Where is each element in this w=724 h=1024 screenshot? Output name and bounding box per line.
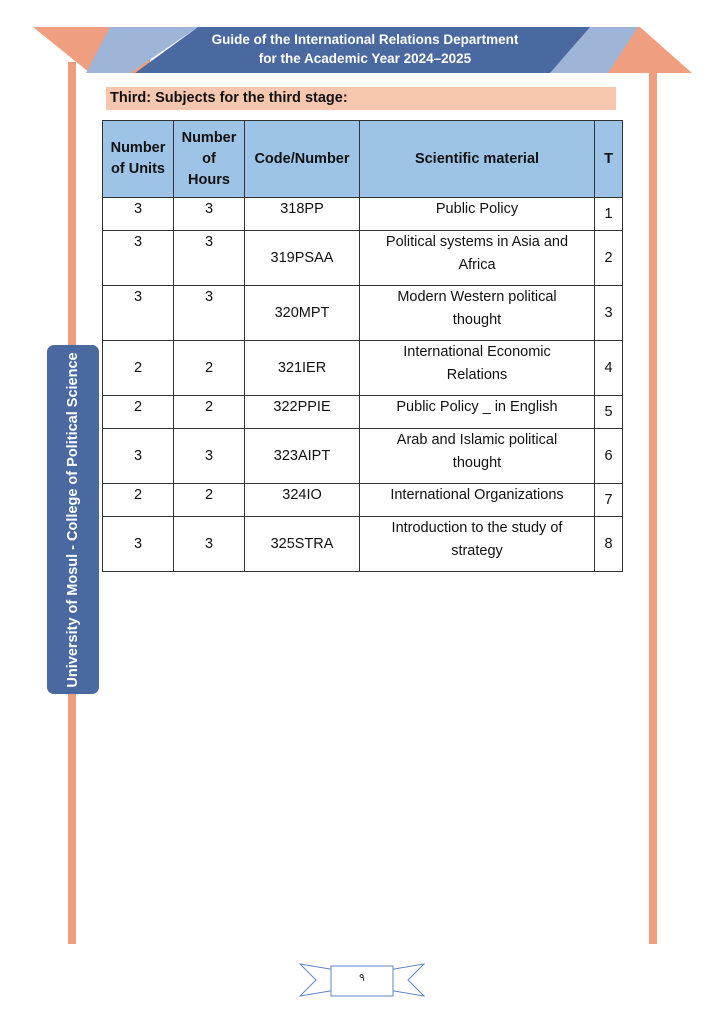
cell-units: 2	[103, 484, 174, 517]
cell-t: 1	[595, 198, 623, 231]
table-row	[103, 396, 623, 429]
table-row	[103, 286, 623, 341]
cell-units: 3	[103, 286, 174, 341]
cell-hours: 3	[174, 286, 245, 341]
cell-t: 7	[595, 484, 623, 517]
cell-hours: 3	[174, 231, 245, 286]
cell-code: 324IO	[245, 484, 360, 517]
table-row	[103, 517, 623, 572]
cell-material: Modern Western political thought	[360, 286, 595, 341]
right-pillar	[649, 62, 657, 944]
cell-code: 323AIPT	[245, 429, 360, 484]
cell-code: 318PP	[245, 198, 360, 231]
cell-code: 322PPIE	[245, 396, 360, 429]
header-title	[150, 30, 580, 68]
cell-units: 2	[103, 341, 174, 396]
header-material: Scientific material	[360, 121, 595, 198]
cell-hours: 2	[174, 396, 245, 429]
header-code: Code/Number	[245, 121, 360, 198]
cell-material: Arab and Islamic political thought	[360, 429, 595, 484]
page-number: ٩	[359, 972, 365, 984]
side-banner	[47, 345, 99, 694]
section-title: Third: Subjects for the third stage:	[106, 87, 616, 110]
cell-units: 3	[103, 198, 174, 231]
table-row	[103, 341, 623, 396]
cell-material: Political systems in Asia and Africa	[360, 231, 595, 286]
cell-code: 321IER	[245, 341, 360, 396]
table-row	[103, 198, 623, 231]
cell-hours: 2	[174, 484, 245, 517]
header-title-line2: for the Academic Year 2024–2025	[258, 51, 472, 66]
table-row	[103, 231, 623, 286]
cell-units: 2	[103, 396, 174, 429]
cell-hours: 2	[174, 341, 245, 396]
cell-t: 3	[595, 286, 623, 341]
table-row	[103, 484, 623, 517]
cell-hours: 3	[174, 517, 245, 572]
cell-t: 8	[595, 517, 623, 572]
cell-hours: 3	[174, 429, 245, 484]
cell-material: Introduction to the study of strategy	[360, 517, 595, 572]
cell-t: 6	[595, 429, 623, 484]
cell-code: 319PSAA	[245, 231, 360, 286]
cell-units: 3	[103, 231, 174, 286]
table-header-row	[103, 121, 623, 198]
header-hours: Number of Hours	[174, 121, 245, 198]
cell-hours: 3	[174, 198, 245, 231]
cell-code: 325STRA	[245, 517, 360, 572]
table-row	[103, 429, 623, 484]
cell-material: International Economic Relations	[360, 341, 595, 396]
cell-t: 5	[595, 396, 623, 429]
cell-code: 320MPT	[245, 286, 360, 341]
header-title-line1: Guide of the International Relations Department	[211, 32, 519, 47]
subjects-table	[102, 120, 623, 572]
cell-material: Public Policy	[360, 198, 595, 231]
cell-material: Public Policy _ in English	[360, 396, 595, 429]
cell-material: International Organizations	[360, 484, 595, 517]
cell-units: 3	[103, 429, 174, 484]
side-banner-text: University of Mosul - College of Political Science	[65, 351, 81, 688]
cell-t: 2	[595, 231, 623, 286]
header-t: T	[595, 121, 623, 198]
cell-units: 3	[103, 517, 174, 572]
header-units: Number of Units	[103, 121, 174, 198]
cell-t: 4	[595, 341, 623, 396]
